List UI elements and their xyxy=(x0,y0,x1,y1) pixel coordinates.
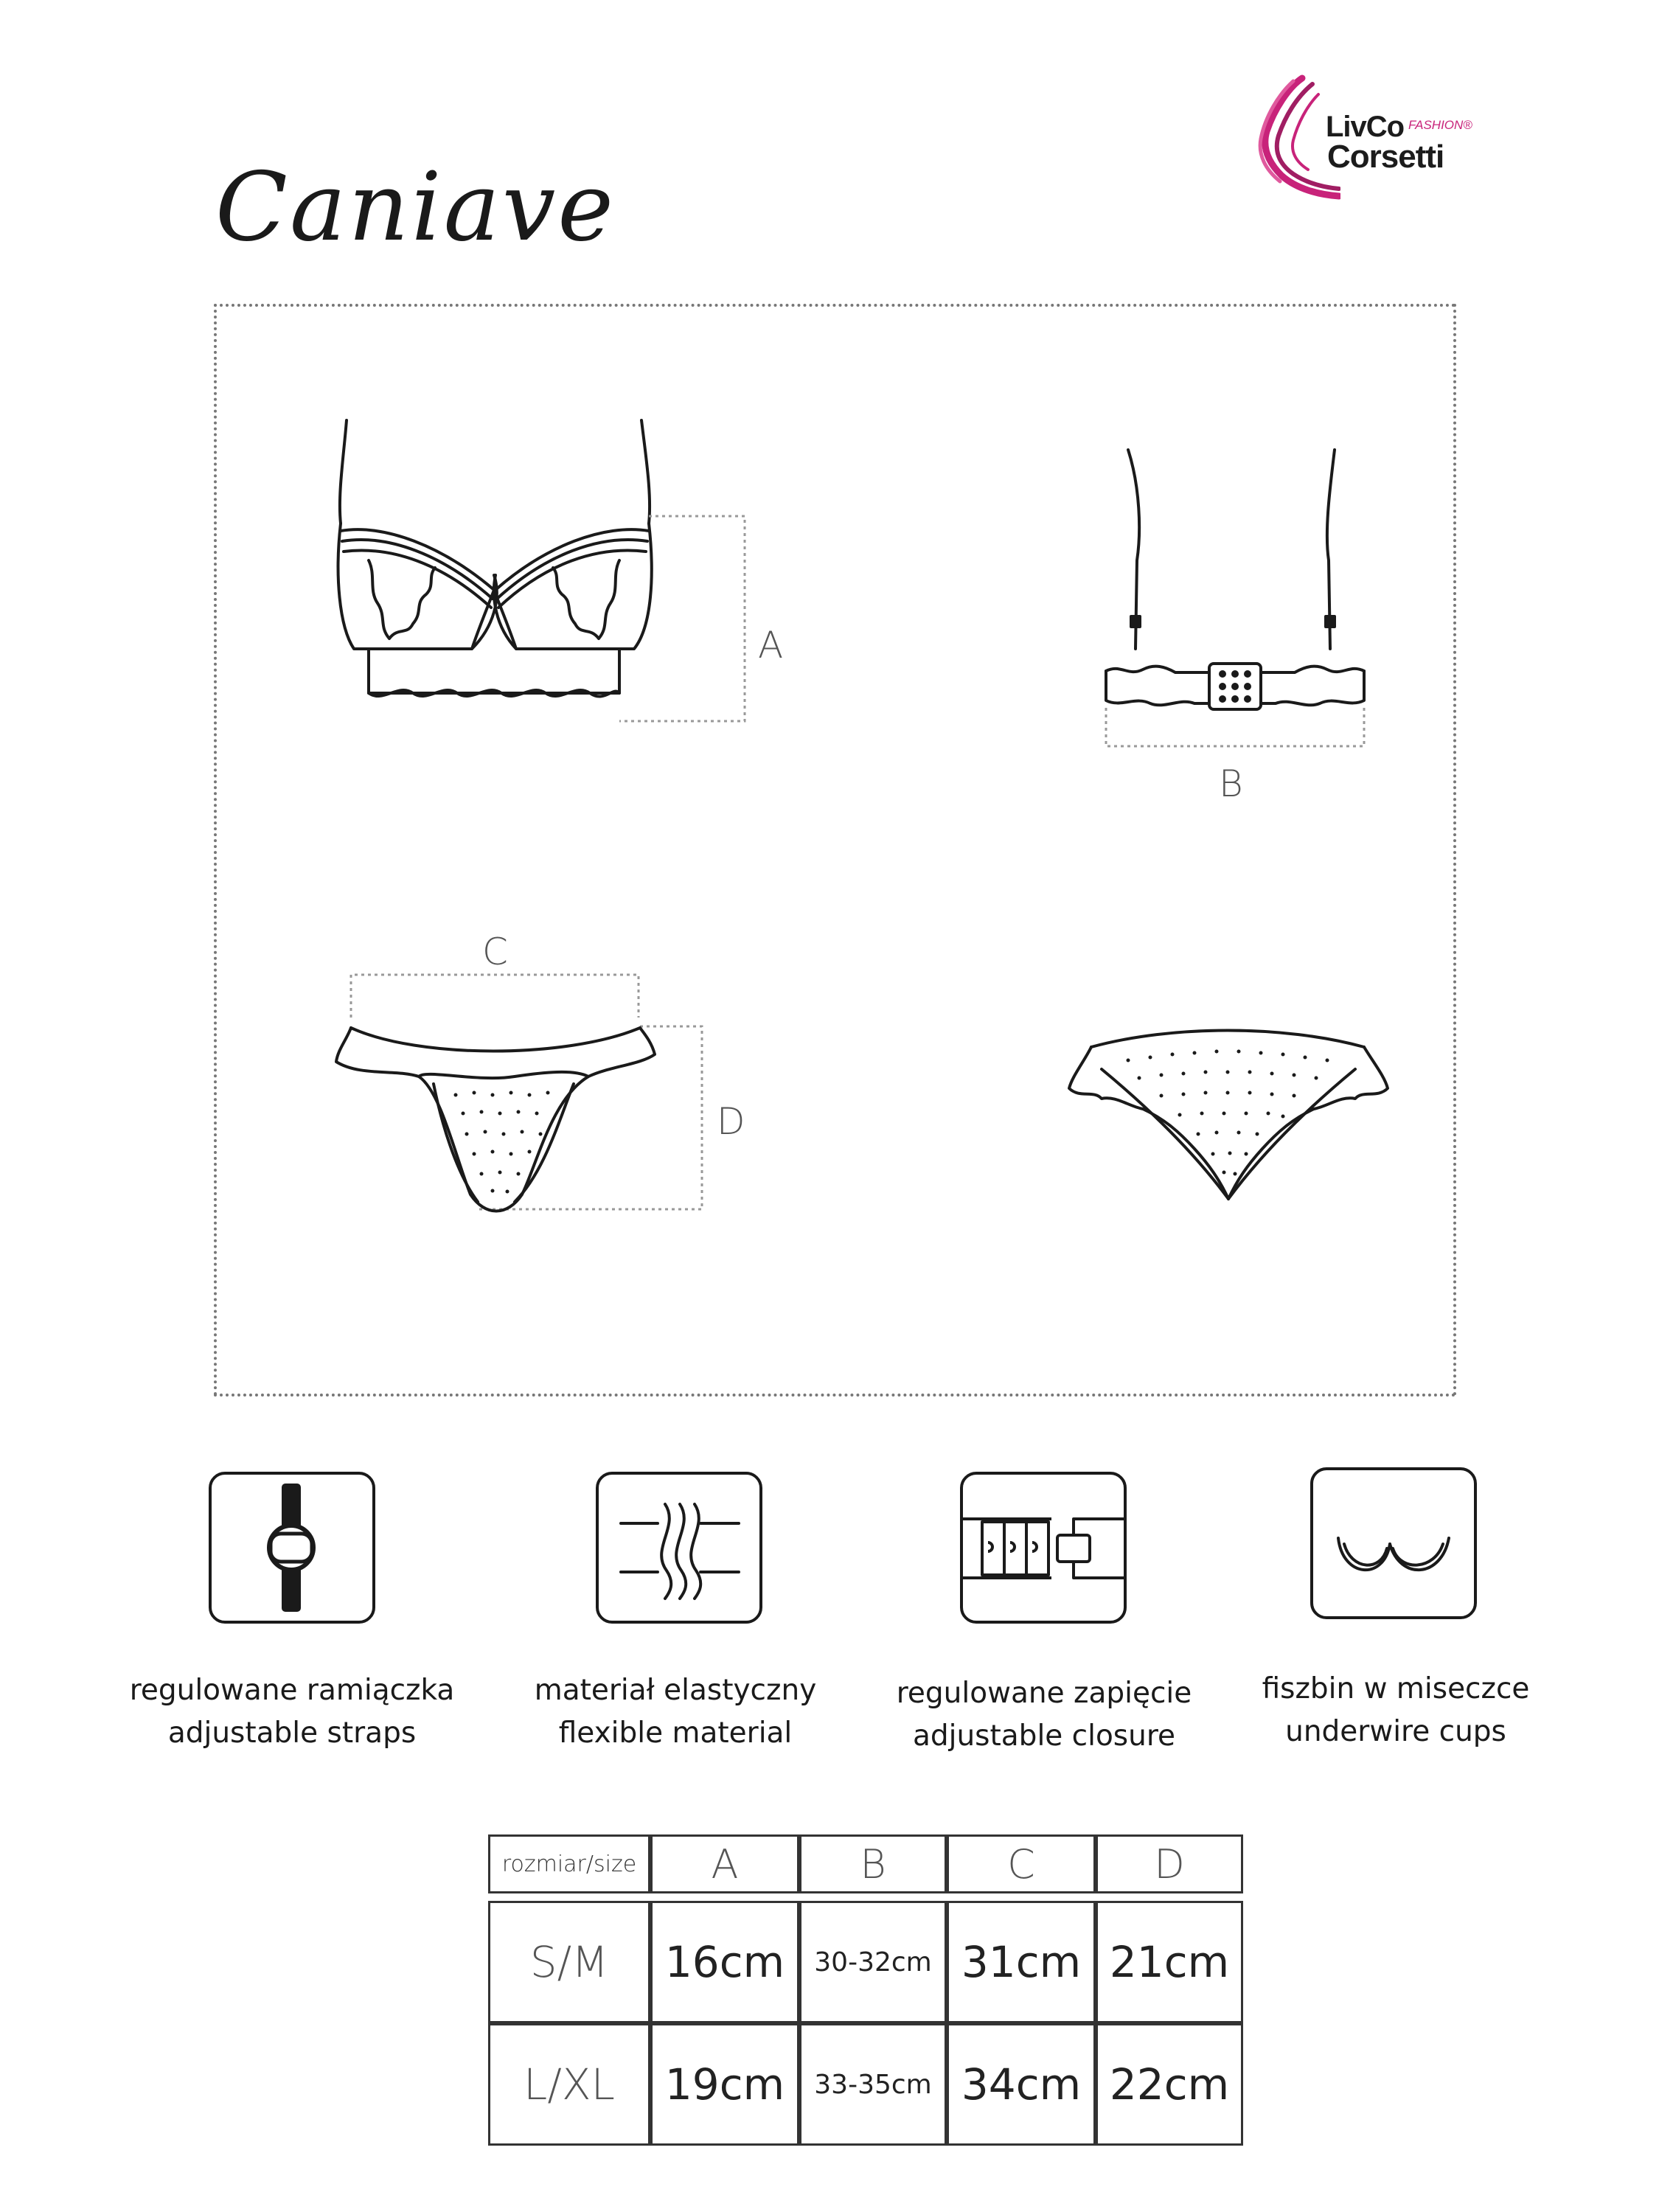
size-cell: 30-32cm xyxy=(799,1901,947,2023)
size-table-header xyxy=(488,1834,1243,1893)
hook-closure-icon xyxy=(963,1475,1124,1621)
size-table xyxy=(488,1834,1243,2146)
strap-icon xyxy=(212,1475,372,1621)
size-header-cell: C xyxy=(947,1834,1096,1893)
brand-logo xyxy=(1245,65,1510,205)
brief-back-drawing xyxy=(1062,1025,1401,1217)
feature-caption-elastic xyxy=(502,1669,849,1755)
size-cell: 22cm xyxy=(1096,2023,1243,2146)
dimension-label-a: A xyxy=(758,624,784,667)
size-cell: 33-35cm xyxy=(799,2023,947,2146)
bra-back-drawing xyxy=(1099,442,1371,752)
feature-label-pl: fiszbin w miseczce xyxy=(1262,1672,1530,1705)
feature-caption-underwire xyxy=(1222,1668,1569,1753)
size-cell: 34cm xyxy=(947,2023,1096,2146)
dimension-label-d: D xyxy=(717,1100,745,1143)
size-row xyxy=(488,1901,1243,2023)
table-spacer xyxy=(488,1893,1243,1901)
feature-icon-box-closure xyxy=(960,1472,1127,1624)
brief-front-drawing xyxy=(330,966,714,1231)
feature-icon-box-elastic xyxy=(596,1472,762,1624)
feature-label-en: flexible material xyxy=(558,1717,793,1750)
size-header-cell: A xyxy=(650,1834,799,1893)
feature-icon-box-straps xyxy=(209,1472,375,1624)
dimension-label-b: B xyxy=(1219,762,1243,805)
brand-tag: FASHION® xyxy=(1408,118,1472,132)
size-cell: 16cm xyxy=(650,1901,799,2023)
feature-icon-box-underwire xyxy=(1310,1467,1477,1619)
feature-label-pl: regulowane zapięcie xyxy=(896,1677,1192,1710)
size-header-cell: B xyxy=(799,1834,947,1893)
size-row xyxy=(488,2023,1243,2146)
size-cell: 31cm xyxy=(947,1901,1096,2023)
bra-front-drawing xyxy=(324,406,767,752)
dimension-label-c: C xyxy=(482,931,508,973)
brand-name-line1: LivCo xyxy=(1326,111,1405,143)
elastic-material-icon xyxy=(599,1475,759,1621)
feature-label-pl: regulowane ramiączka xyxy=(129,1674,455,1707)
product-title: Caniave xyxy=(215,153,616,262)
brand-name-line2: Corsetti xyxy=(1327,139,1444,175)
feature-label-en: adjustable straps xyxy=(167,1717,417,1750)
feature-label-pl: materiał elastyczny xyxy=(534,1674,817,1707)
feature-caption-closure xyxy=(871,1672,1217,1758)
underwire-cups-icon xyxy=(1313,1470,1474,1616)
feature-caption-straps xyxy=(119,1669,465,1755)
size-cell: 21cm xyxy=(1096,1901,1243,2023)
size-header-cell: D xyxy=(1096,1834,1243,1893)
feature-label-en: adjustable closure xyxy=(912,1719,1176,1753)
feature-label-en: underwire cups xyxy=(1285,1715,1506,1748)
size-cell: 19cm xyxy=(650,2023,799,2146)
size-cell: L/XL xyxy=(488,2023,650,2146)
size-header-cell: rozmiar/size xyxy=(488,1834,650,1893)
size-cell: S/M xyxy=(488,1901,650,2023)
